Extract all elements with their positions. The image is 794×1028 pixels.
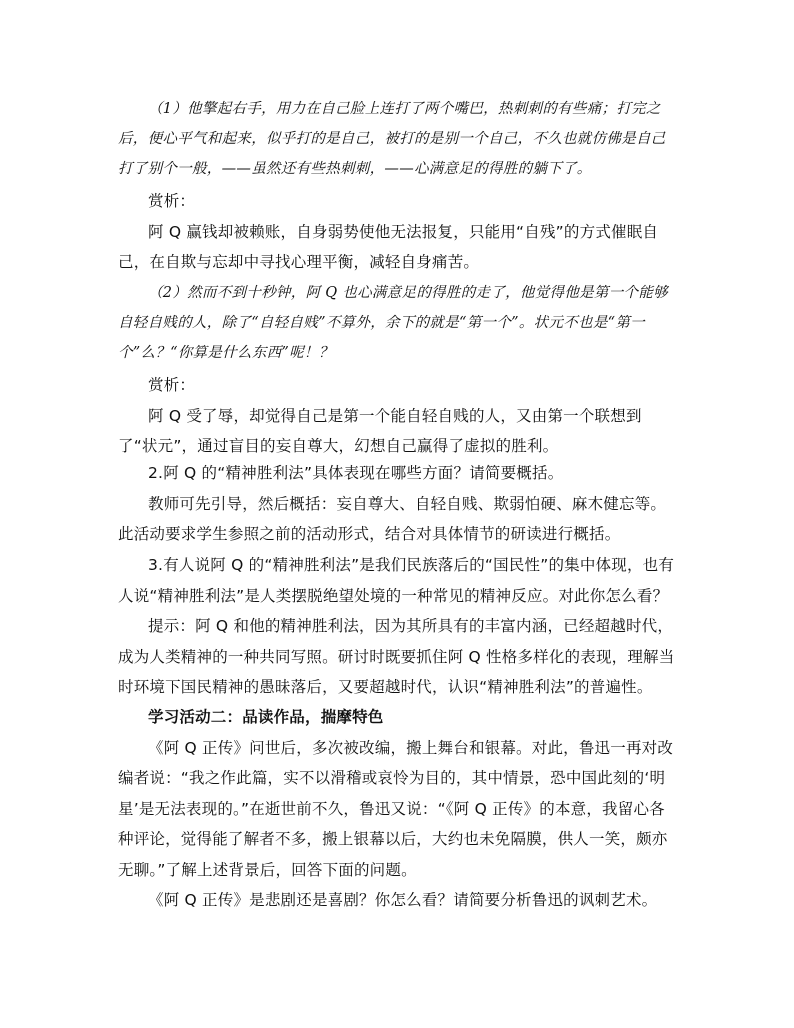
question-3-hint: 提示：阿 Q 和他的精神胜利法，因为其所具有的丰富内涵，已经超越时代，成为人类精神的一种共同写照。研讨时既要抓住阿 Q 性格多样化的表现，理解当时环境下国民精神的愚昧落后，又要超越时代，认识“精神胜利法”的普遍性。 [118,617,675,696]
question-3-section [118,550,678,703]
quote-2 [118,278,678,368]
analysis-2-label: 赏析： [148,376,196,394]
quote-1-text: （1）他擎起右手，用力在自己脸上连打了两个嘴巴，热刺刺的有些痛；打完之后，便心平气和起来，似乎打的是自己，被打的是别一个自己，不久也就仿佛是自己打了别个一般，——虽然还有些热刺刺，——心满意足的得胜的躺下了。 [118,101,666,177]
question-3-text: 3.有人说阿 Q 的“精神胜利法”是我们民族落后的“国民性”的集中体现，也有人说“精神胜利法”是人类摆脱绝望处境的一种常见的精神反应。对此你怎么看？ [118,556,675,605]
activity-2-heading: 学习活动二：品读作品，揣摩特色 [148,708,384,726]
analysis-2 [118,370,678,462]
activity-2-question: 《阿 Q 正传》是悲剧还是喜剧？你怎么看？请简要分析鲁迅的讽刺艺术。 [148,891,658,909]
quote-2-text: （2）然而不到十秒钟，阿 Q 也心满意足的得胜的走了，他觉得他是第一个能够自轻自贱的人，除了“自轻自贱”不算外，余下的就是“第一个”。状元不也是“第一个”么？“你算是什么东西”呢！？ [118,285,668,361]
question-2-text: 2.阿 Q 的“精神胜利法”具体表现在哪些方面？请简要概括。 [148,464,564,482]
analysis-2-text: 阿 Q 受了辱，却觉得自己是第一个能自轻自贱的人，又由第一个联想到了“状元”，通过盲目的妄自尊大，幻想自己赢得了虚拟的胜利。 [118,406,642,455]
question-2-answer: 教师可先引导，然后概括：妄自尊大、自轻自贱、欺弱怕硬、麻木健忘等。此活动要求学生参照之前的活动形式，结合对具体情节的研读进行概括。 [118,494,667,543]
quote-1 [118,94,678,184]
analysis-1-label: 赏析： [148,192,196,210]
analysis-1-text: 阿 Q 赢钱却被赖账，自身弱势使他无法报复，只能用“自残”的方式催眠自己，在自欺与忘却中寻找心理平衡，减轻自身痛苦。 [118,222,659,271]
activity-2-section [118,702,678,916]
question-2-section [118,458,678,550]
analysis-1 [118,186,678,278]
activity-2-intro: 《阿 Q 正传》问世后，多次被改编，搬上舞台和银幕。对此，鲁迅一再对改编者说：“我之作此篇，实不以滑稽或哀怜为目的，其中情景，恐中国此刻的‘明星’是无法表现的。”在逝世前不久，鲁迅又说：“《阿 Q 正传》的本意，我留心各种评论，觉得能了解者不多，搬上银幕以后，大约也未免隔膜，供人一笑，颇亦无聊。”了解上述背景后，回答下面的问题。 [118,738,674,879]
